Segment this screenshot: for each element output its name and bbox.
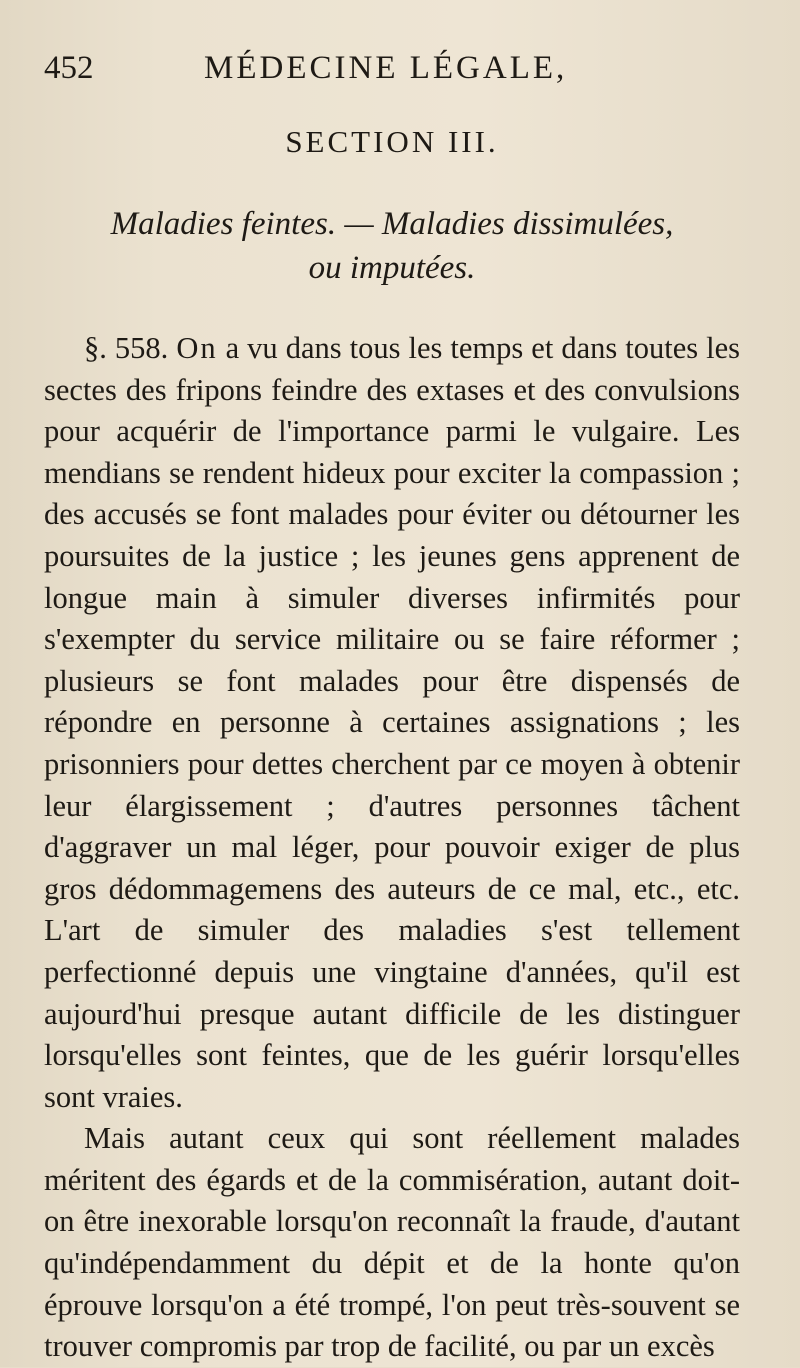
running-title: MÉDECINE LÉGALE, [204, 50, 568, 86]
body-text [44, 328, 740, 1368]
subtitle-line-2: ou imputées. [308, 250, 476, 286]
section-subtitle [44, 202, 740, 290]
section-mark: §. 558. [84, 331, 169, 365]
page-number: 452 [44, 50, 94, 86]
paragraph-2: Mais autant ceux qui sont réellement malades méritent des égards et de la commisération, autant doit-on être inexorable lorsqu'on reconnaît la fraude, d'autant qu'indépendamment du dépit et de la honte qu'on éprouve lorsqu'on a été trompé, l'on peut très-souvent se trouver compromis par trop de facilité, ou par un excès [44, 1121, 740, 1364]
subtitle-line-1: Maladies feintes. — Maladies dissimulées, [110, 206, 674, 242]
paragraph-initial: On [176, 331, 218, 365]
paragraph-1-text: a vu dans tous les temps et dans toutes les sectes des fripons feindre des extases et des convulsions pour acquérir de l'importance parmi le vulgaire. Les mendians se rendent hideux pour exciter la compassion ; des accusés se font malades pour éviter ou détourner les poursuites de la justice ; les jeunes gens apprenent de longue main à simuler diverses infirmités pour s'exempter du service militaire ou se faire réformer ; plusieurs se font malades pour être dispensés de répondre en personne à certaines assignations ; les prisonniers pour dettes cherchent par ce moyen à obtenir leur élargissement ; d'autres personnes tâchent d'aggraver un mal léger, pour pouvoir exiger de plus gros dédommagemens des auteurs de ce mal, etc., etc. L'art de simuler des maladies s'est tellement perfectionné depuis une vingtaine d'années, qu'il est aujourd'hui presque autant difficile de les distinguer lorsqu'elles sont feintes, que de les guérir lorsqu'elles sont vraies. [44, 331, 741, 1114]
paragraph-1 [44, 328, 740, 1118]
section-heading: SECTION III. [285, 124, 499, 159]
running-head [44, 10, 740, 86]
